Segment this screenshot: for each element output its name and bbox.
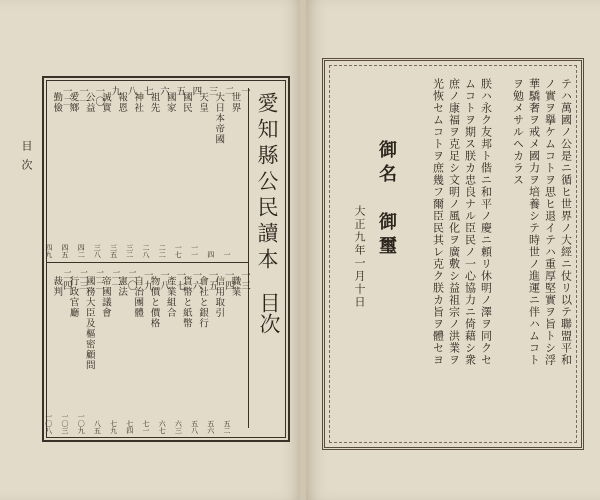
toc-entry-number: 一〇 — [93, 86, 105, 107]
toc-entry-page: 四五 — [61, 244, 69, 258]
book-title: 愛知縣公民讀本 — [248, 88, 282, 428]
toc-entry-label: 憲法 — [116, 276, 128, 297]
toc-entry-label: 貨幣と紙幣 — [180, 276, 192, 329]
toc-entry-number: 一二 — [60, 86, 72, 107]
rescript-line: 庶ノ康福ヲ克足シ文明ノ風化ヲ廣敷シ益祖宗ノ洪業ヲ — [447, 78, 461, 366]
toc-entry-page: 七九 — [109, 420, 118, 434]
toc-entry-number: 一三 — [239, 270, 250, 291]
toc-entry-label: 愛鄉 — [67, 92, 79, 113]
toc-entry-number: 五 — [174, 86, 186, 97]
toc-entry-page: 二二 — [158, 244, 167, 258]
toc-entry-label: 會社と銀行 — [197, 276, 209, 329]
toc-entry — [109, 86, 137, 258]
toc-entry-number: 一五 — [206, 270, 218, 291]
toc-entry-page: 三五 — [109, 244, 118, 258]
toc-entry-page: 七一 — [142, 420, 150, 434]
toc-entry-page: 六三 — [174, 420, 183, 434]
rescript-line: ムコトヲ期ス朕カ忠良ナル臣民ノ一心協力ニ倚藉シ衆 — [463, 78, 477, 366]
toc-entry-label: 物價と價格 — [148, 276, 160, 329]
rescript-date: 大正九年一月十日 — [353, 205, 366, 309]
toc-heading: 目次 — [257, 292, 281, 334]
toc-entry-label: 大日本帝國 — [213, 92, 225, 145]
toc-entry-number: 八 — [125, 86, 137, 97]
toc-entry-label: 天皇 — [197, 92, 209, 113]
toc-entry-page: 四二 — [77, 244, 86, 258]
toc-entry-page: 三八 — [93, 244, 102, 258]
toc-entry-label: 信用取引 — [213, 276, 225, 318]
toc-entry-page: 五六 — [206, 420, 215, 434]
toc-entry-number: 二一 — [109, 270, 121, 291]
toc-entry-number: 一六 — [190, 270, 202, 291]
toc-entry-page: 一〇三 — [61, 413, 69, 434]
toc-entry-number: 二〇 — [125, 270, 137, 291]
toc-entry-number: 一一 — [77, 86, 88, 107]
toc-divider — [46, 262, 248, 263]
toc-entry — [190, 86, 218, 258]
toc-entry-number: 一 — [239, 86, 250, 97]
toc-entry-label: 祖先 — [148, 92, 160, 113]
toc-entry — [174, 86, 202, 258]
rescript-line: テハ萬國ノ公是ニ循ヒ世界ノ大經ニ仗リ以テ聯盟平和 — [559, 78, 573, 366]
toc-entry-page: 五二 — [223, 420, 231, 434]
toc-entry-page: 二八 — [142, 244, 150, 258]
toc-entry-page: 一一 — [190, 244, 199, 258]
toc-entry-number: 一七 — [174, 270, 186, 291]
toc-entry-label: 世界 — [229, 92, 241, 113]
toc-entry-label: 裁判 — [51, 276, 63, 297]
toc-entry-page: 一〇八 — [44, 413, 53, 434]
toc-entry-number: 六 — [158, 86, 169, 97]
toc-entry-number: 四 — [190, 86, 202, 97]
toc-entry-number: 一四 — [222, 270, 234, 291]
toc-entry-number: 三 — [206, 86, 218, 97]
rescript-line: 光恢セムコトヲ庶幾フ爾臣民其レ克ク朕カ旨ヲ體セヨ — [431, 78, 445, 366]
toc-entry-label: 報恩 — [116, 92, 128, 113]
toc-entry-label: 帝國議會 — [99, 276, 111, 318]
toc-entry — [44, 86, 72, 258]
toc-entry-label: 產業組合 — [164, 276, 176, 318]
toc-entry-page: 一 — [223, 251, 231, 258]
toc-entry-number: 二二 — [93, 270, 105, 291]
rescript-line: 朕ハ永ク友邦ト偕ニ和平ノ慶ニ頼リ休明ノ澤ヲ同クセ — [479, 78, 493, 366]
rescript-line: ヲ勉メサルヘカラス — [511, 78, 525, 186]
toc-entry-number: 七 — [141, 86, 153, 97]
toc-entry-page: 一〇九 — [77, 413, 86, 434]
toc-entry-page: 四九 — [44, 244, 53, 258]
toc-entry-label: 職業 — [229, 276, 241, 297]
toc-entry-page: 五八 — [190, 420, 199, 434]
toc-entry-label: 自治團體 — [132, 276, 144, 318]
toc-entry-number: 一九 — [141, 270, 153, 291]
toc-entry — [125, 86, 153, 258]
toc-entry-label: 國家 — [164, 92, 176, 113]
toc-entry — [206, 86, 234, 258]
toc-entry-label: 誠實 — [99, 92, 111, 113]
side-label: 目次 — [20, 140, 33, 178]
toc-entry-label: 神社 — [132, 92, 144, 113]
toc-entry-page: 三二 — [125, 244, 134, 258]
toc-entry-label: 國務大臣及樞密顧問 — [83, 276, 95, 371]
rescript-line: 華驕奢ヲ戒メ國力ヲ培養シテ時世ノ進運ニ伴ハムコト — [527, 78, 541, 366]
toc-entry-label: 國民 — [180, 92, 192, 113]
book-gutter — [300, 0, 306, 500]
imperial-seal-line: 御名 御璽 — [376, 140, 397, 260]
toc-entry-number: 二四 — [60, 270, 72, 291]
toc-entry — [44, 270, 72, 434]
rescript-line: ノ實ヲ擧ケムコトヲ思ヒ退イテハ重厚堅實ヲ旨トシ浮 — [543, 78, 557, 366]
toc-entry — [223, 86, 250, 258]
toc-entry-page: 七四 — [125, 420, 134, 434]
toc-entry-number: 二三 — [77, 270, 88, 291]
toc-entry-page: 八五 — [93, 420, 102, 434]
toc-entry-label: 公益 — [83, 92, 95, 113]
toc-entry-label: 勤儉 — [51, 92, 63, 113]
toc-entry-page: 四 — [206, 251, 215, 258]
toc-entry-number: 一八 — [158, 270, 169, 291]
toc-entry-page: 一七 — [174, 244, 183, 258]
toc-entry-number: 二 — [222, 86, 234, 97]
toc-entry-label: 行政官廳 — [67, 276, 79, 318]
toc-entry-number: 九 — [109, 86, 121, 97]
toc-entry-page: 六七 — [158, 420, 167, 434]
toc-entry — [142, 86, 169, 258]
